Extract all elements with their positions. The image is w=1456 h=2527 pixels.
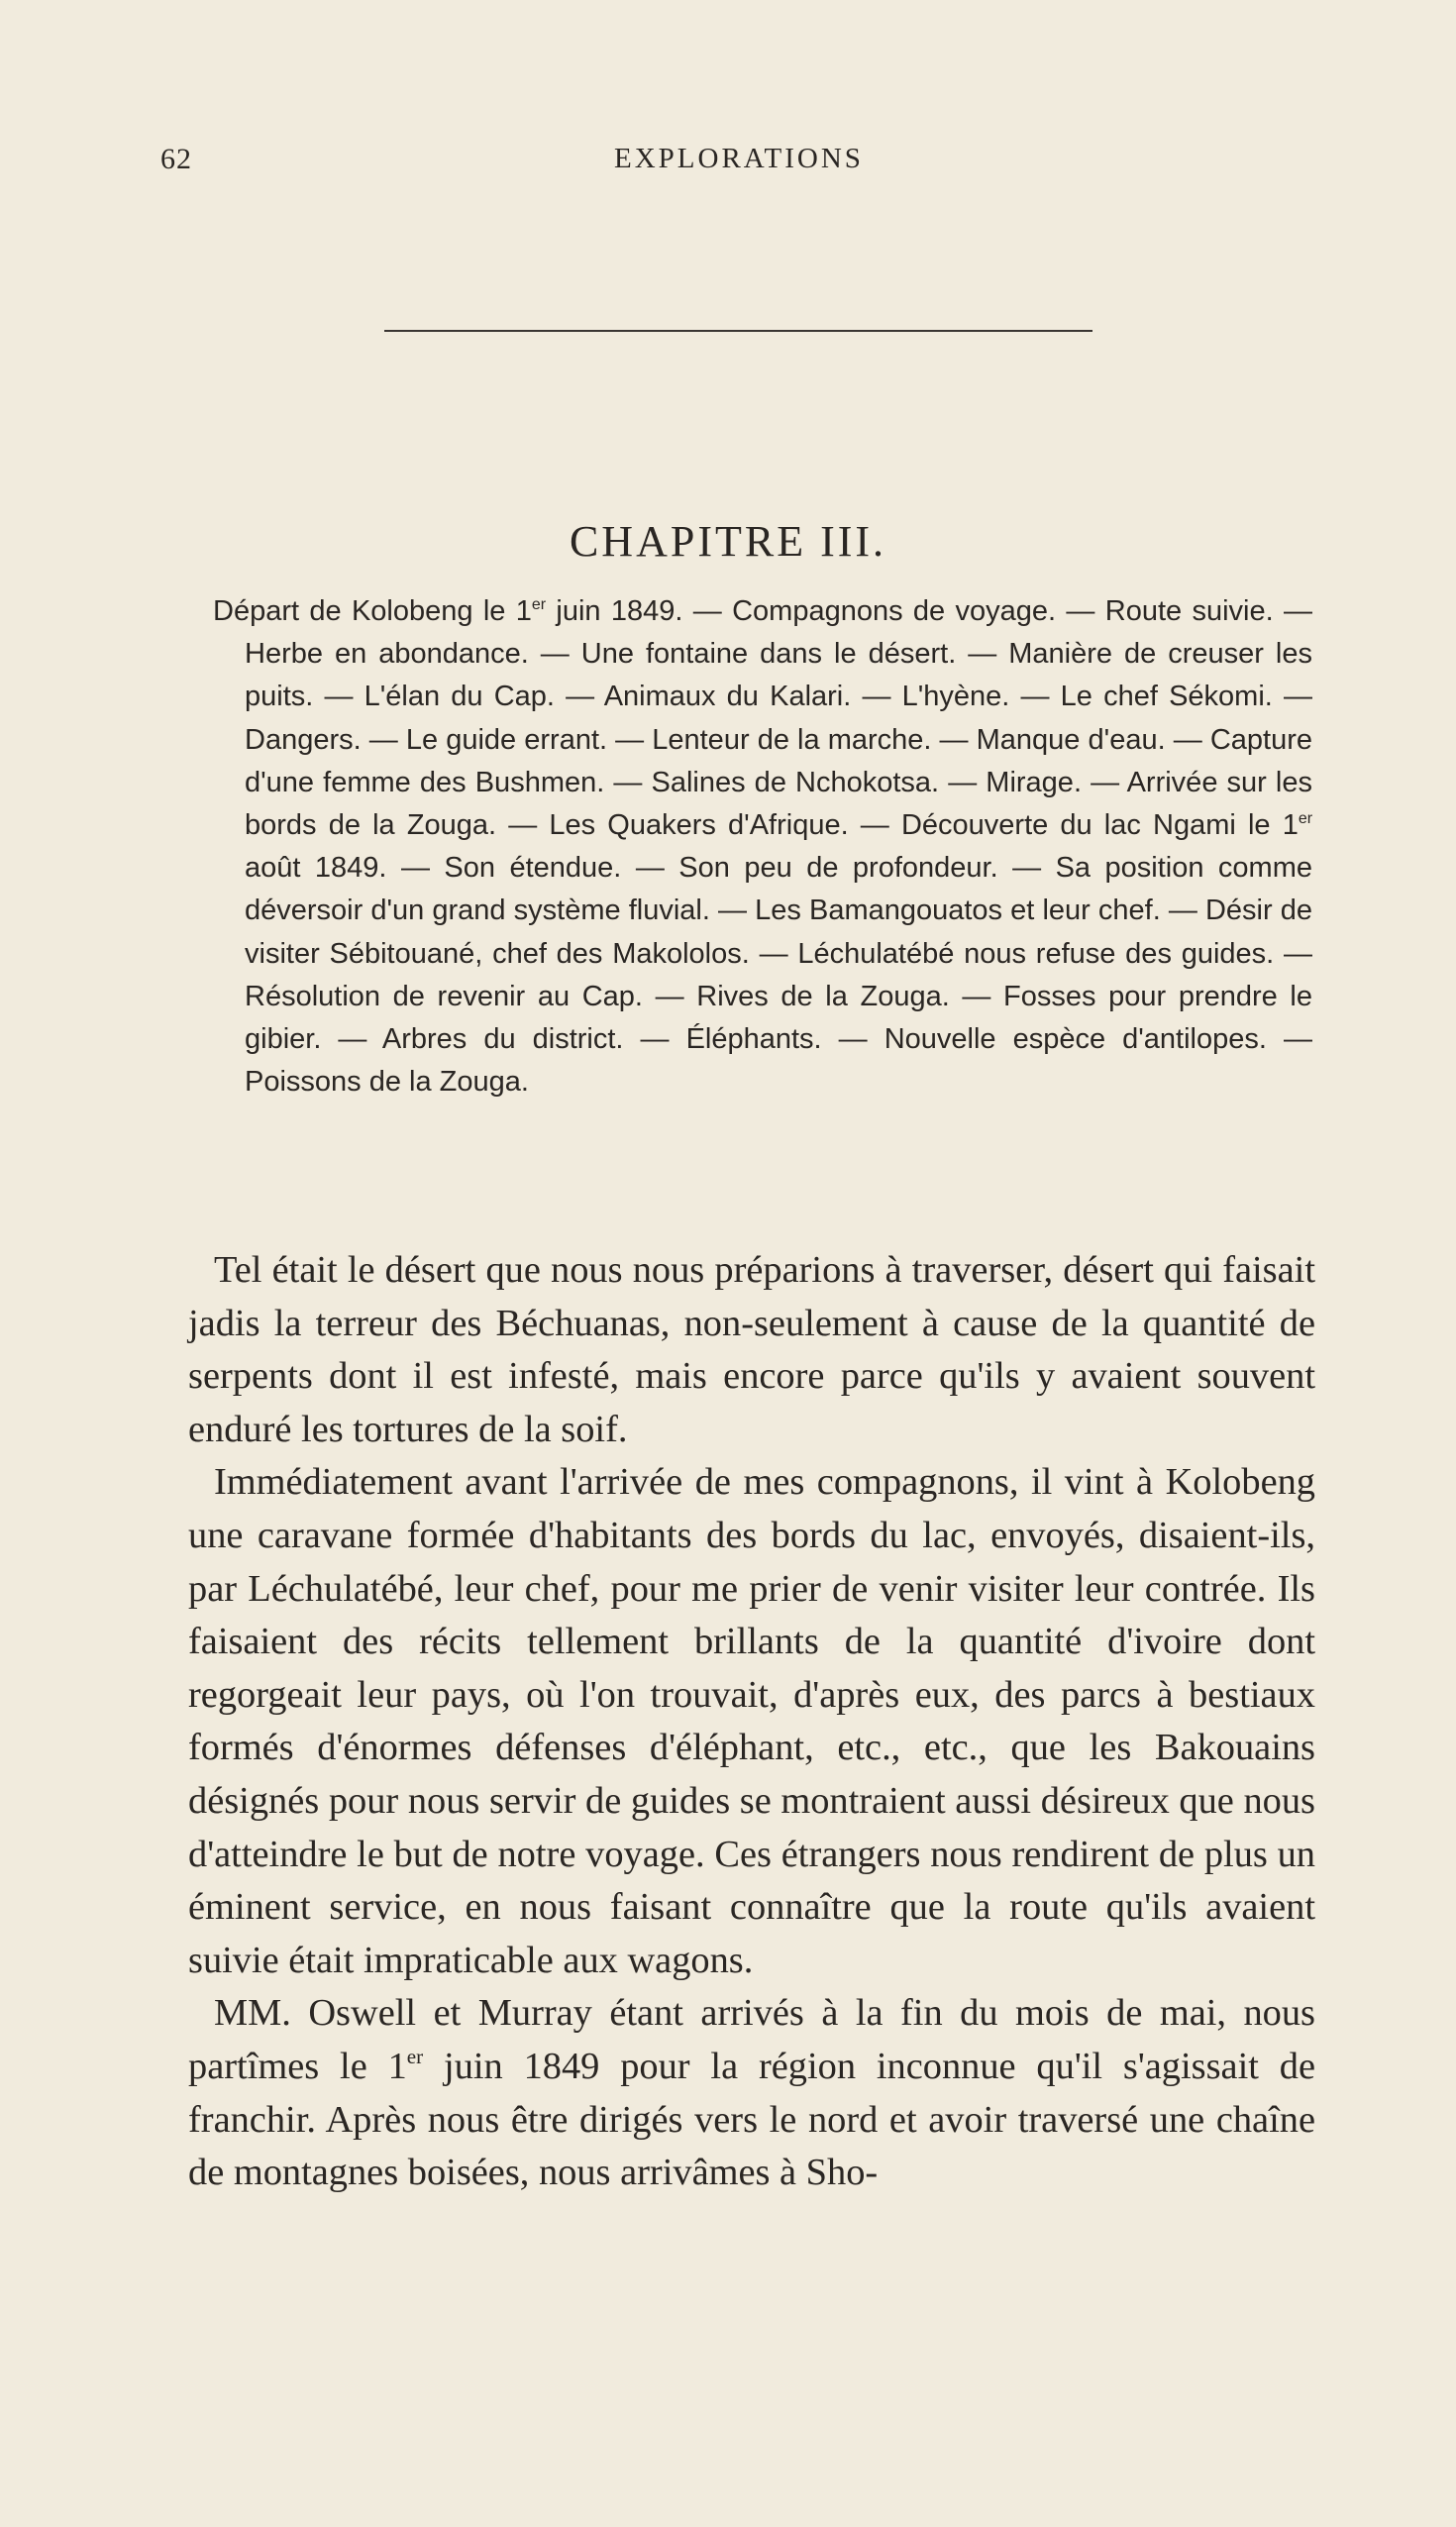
summary-superscript-2: er [1298, 809, 1312, 827]
summary-text-1: Départ de Kolobeng le 1 [213, 595, 532, 627]
running-head: EXPLORATIONS [614, 143, 864, 174]
paragraph-3-text-1: MM. Oswell et Murray étant arrivés à la fin du mois de mai, nous partîmes le 1 [188, 1992, 1315, 2087]
summary-text-3: août 1849. — Son étendue. — Son peu de profondeur. — Sa position comme déversoir d'un grand système fluvial. — Les Bamangouatos et leur chef. — Désir de visiter Sébitouané, chef des Makololos. — Léchulatébé nous refuse des guides. — Résolution de revenir au Cap. — Rives de la Zouga. — Fosses pour prendre le gibier. — Arbres du district. — Éléphants. — Nouvelle espèce d'antilopes. — Poissons de la Zouga. [245, 852, 1312, 1099]
paragraph-1: Tel était le désert que nous nous préparions à traverser, désert qui faisait jadis la terreur des Béchuanas, non-seulement à cause de la quantité de serpents dont il est infesté, mais encore parce qu'ils y avaient souvent enduré les tortures de la soif. [188, 1249, 1315, 1450]
summary-superscript-1: er [531, 595, 547, 613]
page-number: 62 [160, 143, 192, 175]
paragraph-3-text-2: juin 1849 pour la région inconnue qu'il s'agissait de franchir. Après nous être dirigés vers le nord et avoir traversé une chaîne de montagnes boisées, nous arrivâmes à Sho- [188, 2045, 1315, 2194]
summary-text-2: juin 1849. — Compagnons de voyage. — Route suivie. — Herbe en abondance. — Une fontaine dans le désert. — Manière de creuser les puits. — L'élan du Cap. — Animaux du Kalari. — L'hyène. — Le chef Sékomi. — Dangers. — Le guide errant. — Lenteur de la marche. — Manque d'eau. — Capture d'une femme des Bushmen. — Salines de Nchokotsa. — Mirage. — Arrivée sur les bords de la Zouga. — Les Quakers d'Afrique. — Découverte du lac Ngami le 1 [245, 595, 1312, 842]
chapter-summary [213, 590, 1312, 1104]
paragraph-3-superscript: er [406, 2045, 424, 2069]
chapter-title: CHAPITRE III. [569, 517, 887, 567]
chapter-rule [384, 330, 1092, 332]
paragraph-2: Immédiatement avant l'arrivée de mes compagnons, il vint à Kolobeng une caravane formée d'habitants des bords du lac, envoyés, disaient-ils, par Léchulatébé, leur chef, pour me prier de venir visiter leur contrée. Ils faisaient des récits tellement brillants de la quantité d'ivoire dont regorgeait leur pays, où l'on trouvait, d'après eux, des parcs à bestiaux formés d'énormes défenses d'éléphant, etc., etc., que les Bakouains désignés pour nous servir de guides se montraient aussi désireux que nous d'atteindre le but de notre voyage. Ces étrangers nous rendirent de plus un éminent service, en nous faisant connaître que la route qu'ils avaient suivie était impraticable aux wagons. [188, 1461, 1315, 1981]
paragraph-3 [188, 1987, 1315, 2199]
body-text [188, 1244, 1315, 2200]
